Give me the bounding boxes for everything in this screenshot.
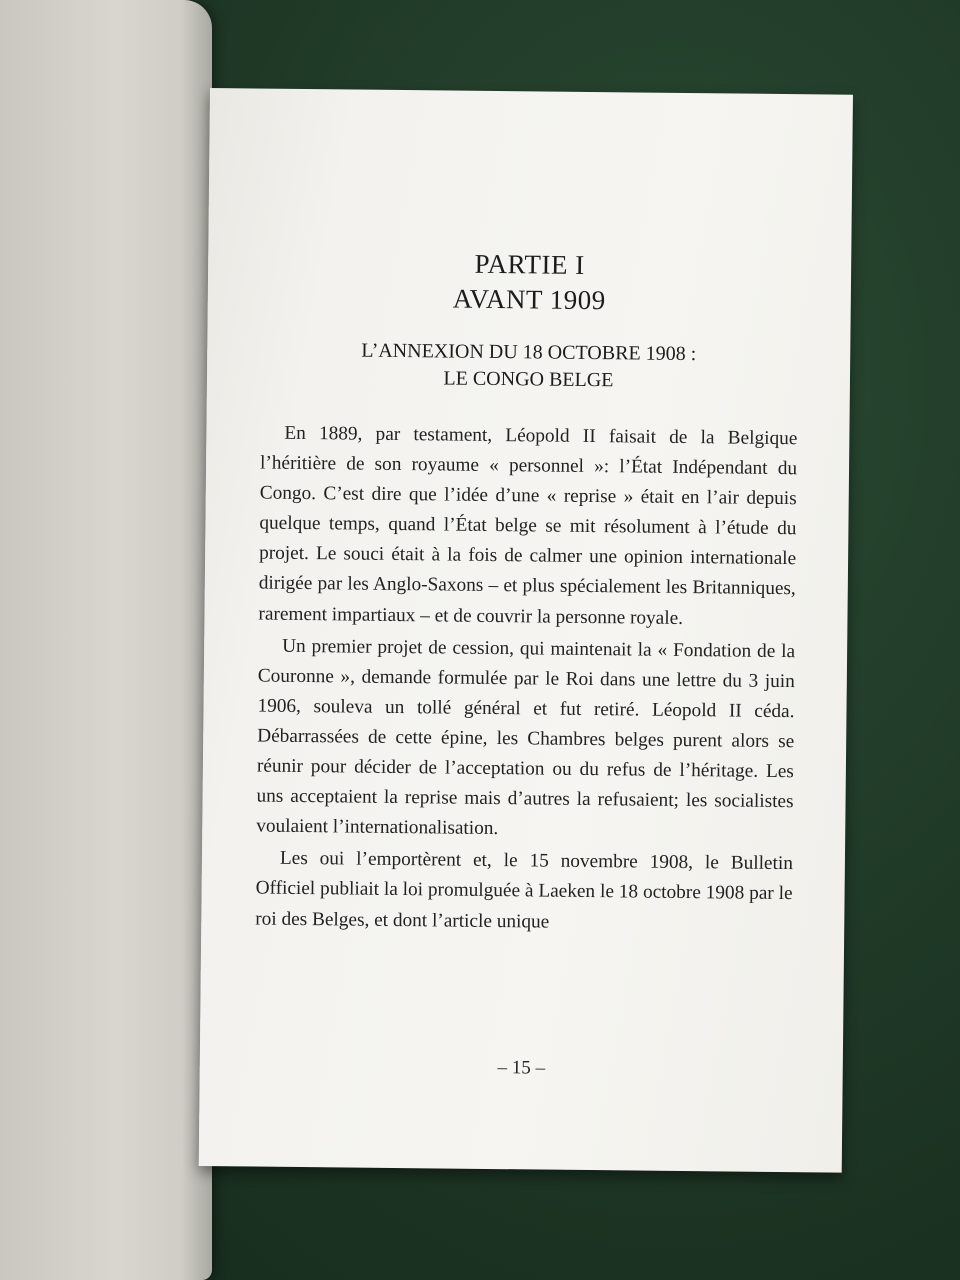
part-period: AVANT 1909 [452, 283, 606, 316]
section-title-line-1: L’ANNEXION DU 18 OCTOBRE 1908 : [361, 339, 697, 366]
show-through-running-head: ​ [539, 153, 540, 168]
part-label: PARTIE I [474, 248, 585, 280]
body-text [255, 419, 797, 942]
section-title-line-2: LE CONGO BELGE [443, 367, 614, 392]
section-heading [207, 336, 851, 397]
facing-page [0, 0, 212, 1280]
part-heading [208, 244, 852, 321]
paragraph: Les oui l’emportèrent et, le 15 novembre 1908, le Bulletin Officiel publiait la loi promulguée à Laeken le 18 octobre 1908 par le roi des Belges, et dont l’article unique [255, 848, 794, 933]
paragraph: En 1889, par testament, Léopold II faisait de la Belgique l’héritière de son royaume « personnel »: l’État Indépendant du Congo. C’est dire que l’idée d’une « reprise » était en l’air depuis quelque temps, quand l’État belge se mit résolument à l’étude du projet. Le souci était à la fois de calmer une opinion internationale dirigée par les Anglo-Saxons – et plus spécialement les Britanniques, rarement impartiaux – et de couvrir la personne royale. [258, 422, 798, 629]
book-page [199, 88, 853, 1173]
paragraph: Un premier projet de cession, qui maintenait la « Fondation de la Couronne », demande formulée par le Roi dans une lettre du 3 juin 1906, souleva un tollé général et fut retiré. Léopold II céda. Débarrassées de cette épine, les Chambres belges purent alors se réunir pour décider de l’acceptation ou du refus de l’héritage. Les uns acceptaient la reprise mais d’autres la refusaient; les socialistes voulaient l’internationalisation. [256, 635, 796, 840]
page-number: – 15 – [497, 1057, 546, 1079]
